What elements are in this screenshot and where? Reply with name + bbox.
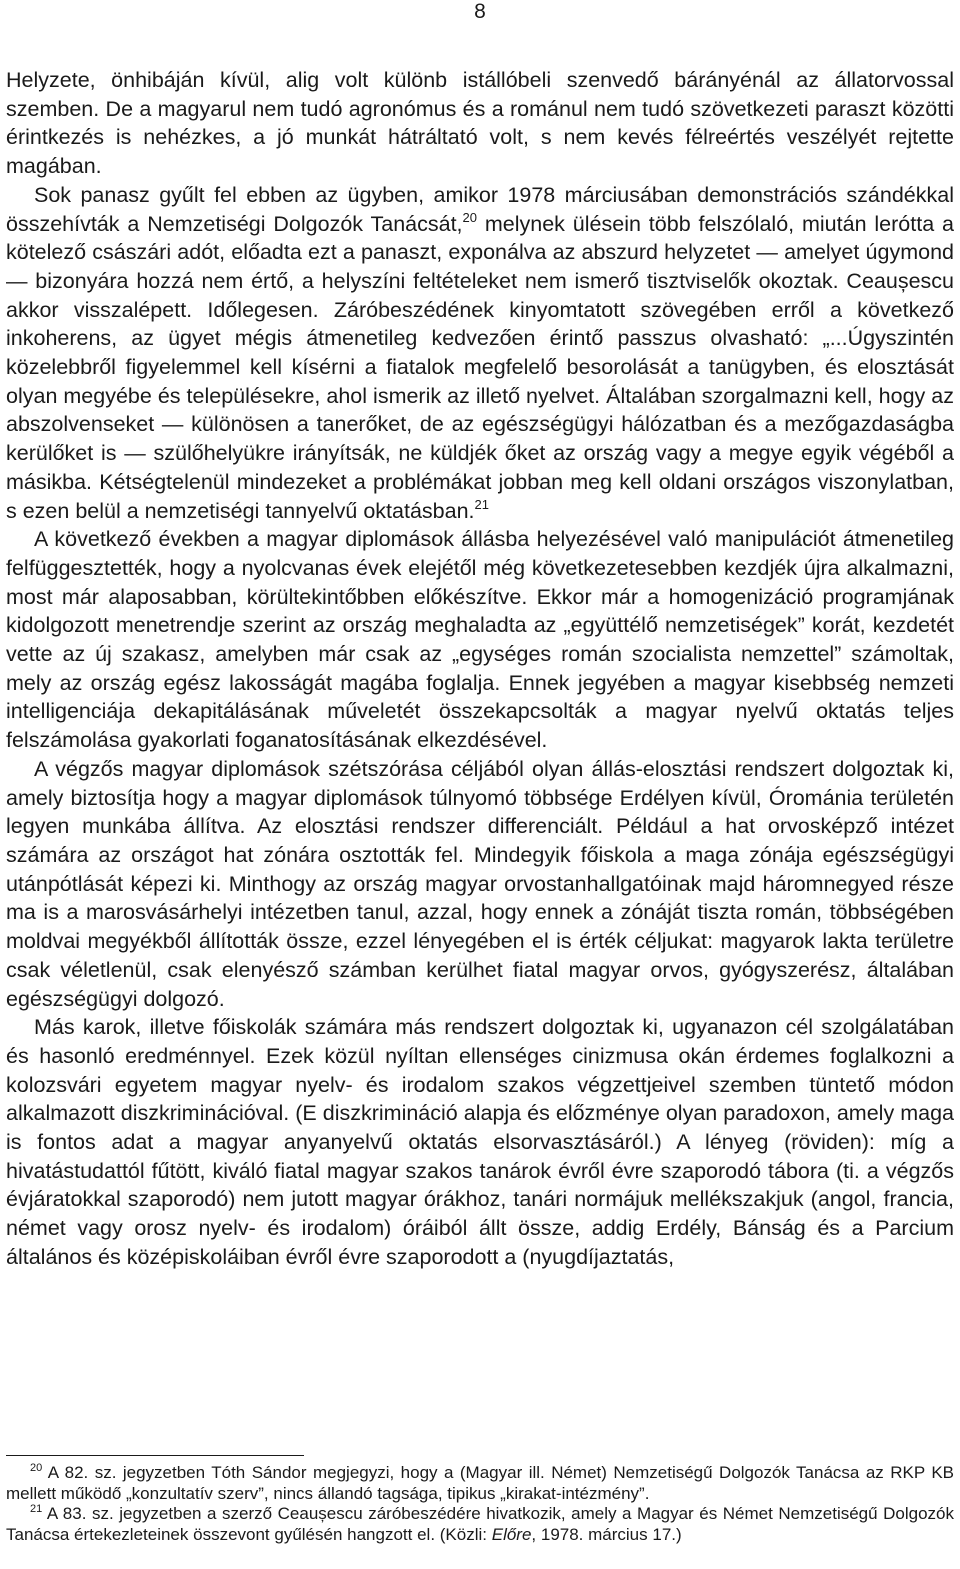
page-number: 8 [474, 0, 486, 23]
footnote-21-source-title: Előre [491, 1524, 532, 1544]
paragraph-2-text-b: melynek ülésein több felszólaló, miután lerótta a kötelező császári adót, előadta ezt a panaszt, exponálva az abszurd helyzetet — amelyet úgymond — bizonyára hozzá nem értő, a helyszíni feltételeket nem ismerő tisztviselők okoztak. Ceaușescu akkor visszalépett. Időlegesen. Záróbeszédének kinyomtatott szövegében erről a következő inkoherens, az ügyet mégis átmenetileg kedvezően érintő passzus olvasható: „...Úgyszintén közelebbről figyelemmel kell kísérni a fiatalok megfelelő besorolását a tanügyben, és elosztását olyan megyébe és településekre, ahol ismerik az illető nyelvet. Általában szorgalmazni kell, hogy az abszolvenseket — különösen a tanerőket, de az egészségügyi hálózatban és a mezőgazdaságba kerülőket is — szülőhelyükre irányítsák, ne küldjék őket az ország vagy a megye egyik végéből a másikba. Kétségtelenül mindezeket a problémákat jobban meg kell oldani országos viszonylatban, s ezen belül a nemzetiségi tannyelvű oktatásban. [6, 211, 954, 523]
paragraph-4: A végzős magyar diplomások szétszórása céljából olyan állás-elosztási rendszert dolgoztak ki, amely biztosítja hogy a magyar diplomások túlnyomó többsége Erdélyen kívül, Órománia területén legyen munkába állítva. Az elosztási rendszer differenciált. Például a hat orvosképző intézet számára az országot hat zónára osztották fel. Mindegyik főiskola a maga zónája egészségügyi utánpótlását képezi ki. Minthogy az ország magyar orvostanhallgatóinak majd háromnegyed része ma is a marosvásárhelyi intézetben tanul, azzal, hogy ennek a zónáját tiszta román, többségében moldvai megyékből állították össze, ezzel lényegében el is érték céljukat: magyarok lakta területre csak véletlenül, csak elenyésző számban kerülhet fiatal magyar orvos, gyógyszerész, általában egészségügyi dolgozó. [6, 756, 954, 1011]
paragraph-3: A következő években a magyar diplomások állásba helyezésével való manipulációt átmenetileg felfüggesztették, hogy a nyolcvanas évek elejétől még következetesebben kezdjék újra alkalmazni, most már alaposabban, körültekintőbben előkészítve. Ekkor már a homogenizáció programjának kidolgozott menetrendje szerint az ország meghaladta az „együttélő nemzetiségek” korát, kezdetét vette az új szakasz, amelyben már csak az „egységes román szocialista nemzettel” számoltak, mely az ország egész lakosságát magába foglalja. Ennek jegyében a magyar kisebbség nemzeti intelligenciája dekapitálásának műveletét összekapcsolták a magyar nyelvű oktatás teljes felszámolása gyakorlati foganatosításának elkezdésével. [6, 527, 954, 753]
footnote-20 [6, 1463, 954, 1504]
paragraph-2 [6, 181, 954, 525]
footnote-mark-21: 21 [30, 1503, 43, 1515]
footnote-ref-20[interactable]: 20 [462, 209, 477, 225]
footnotes [6, 1463, 954, 1545]
paragraph-5: Más karok, illetve főiskolák számára más rendszert dolgoztak ki, ugyanazon cél szolgálatában és hasonló eredménnyel. Ezek közül nyíltan ellenséges cinizmusa okán érdemes foglalkozni a kolozsvári egyetem magyar nyelv- és irodalom szakos végzettjeivel szemben tüntető módon alkalmazott diszkriminációval. (E diszkrimináció alapja és előzménye olyan paradoxon, amely maga is fontos adat a magyar anyanyelvű oktatás elsorvasztásáról.) A lényeg (röviden): míg a hivatástudattól fűtött, kiváló fiatal magyar szakos tanárok évről évre szaporodó tábora (ti. a végzős évjáratokkal szaporodó) nem jutott magyar órákhoz, tanári normájuk mellékszakjuk (angol, francia, német vagy orosz nyelv- és irodalom) óráiból állt össze, addig Erdély, Bánság és a Parcium általános és középiskoláiban évről évre szaporodott a (nyugdíjaztatás, [6, 1015, 954, 1269]
body-text [6, 66, 954, 1272]
footnote-20-text: A 82. sz. jegyzetben Tóth Sándor megjegyzi, hogy a (Magyar ill. Német) Nemzetiségű Dolgozók Tanácsa az RKP KB mellett működő „konzultatív szerv”, nincs állandó tagsága, tipikus „kirakat-intézmény”. [6, 1463, 954, 1503]
footnote-21-text-a: A 83. sz. jegyzetben a szerző Ceaușescu záróbeszédére hivatkozik, amely a Magyar és Német Nemzetiségű Dolgozók Tanácsa értekezleteinek összevont gyűlésén hangzott el. (Közli: [6, 1504, 954, 1544]
footnote-21 [6, 1504, 954, 1545]
footnote-separator [6, 1455, 304, 1456]
footnote-mark-20: 20 [30, 1462, 43, 1474]
footnote-ref-21[interactable]: 21 [474, 496, 489, 512]
paragraph-2-text-a: Sok panasz gyűlt fel ebben az ügyben, amikor 1978 márciusában demonstrációs szándékkal összehívták a Nemzetiségi Dolgozók Tanácsát, [6, 182, 954, 236]
paragraph-1: Helyzete, önhibáján kívül, alig volt különb istállóbeli szenvedő bárányénál az állatorvossal szemben. De a magyarul nem tudó agronómus és a románul nem tudó szövetkezeti paraszt közötti érintkezés is nehézkes, a jó munkát hátráltató volt, s nem kevés félreértés veszélyét rejtette magában. [6, 68, 954, 179]
footnote-21-text-b: , 1978. március 17.) [531, 1524, 682, 1544]
